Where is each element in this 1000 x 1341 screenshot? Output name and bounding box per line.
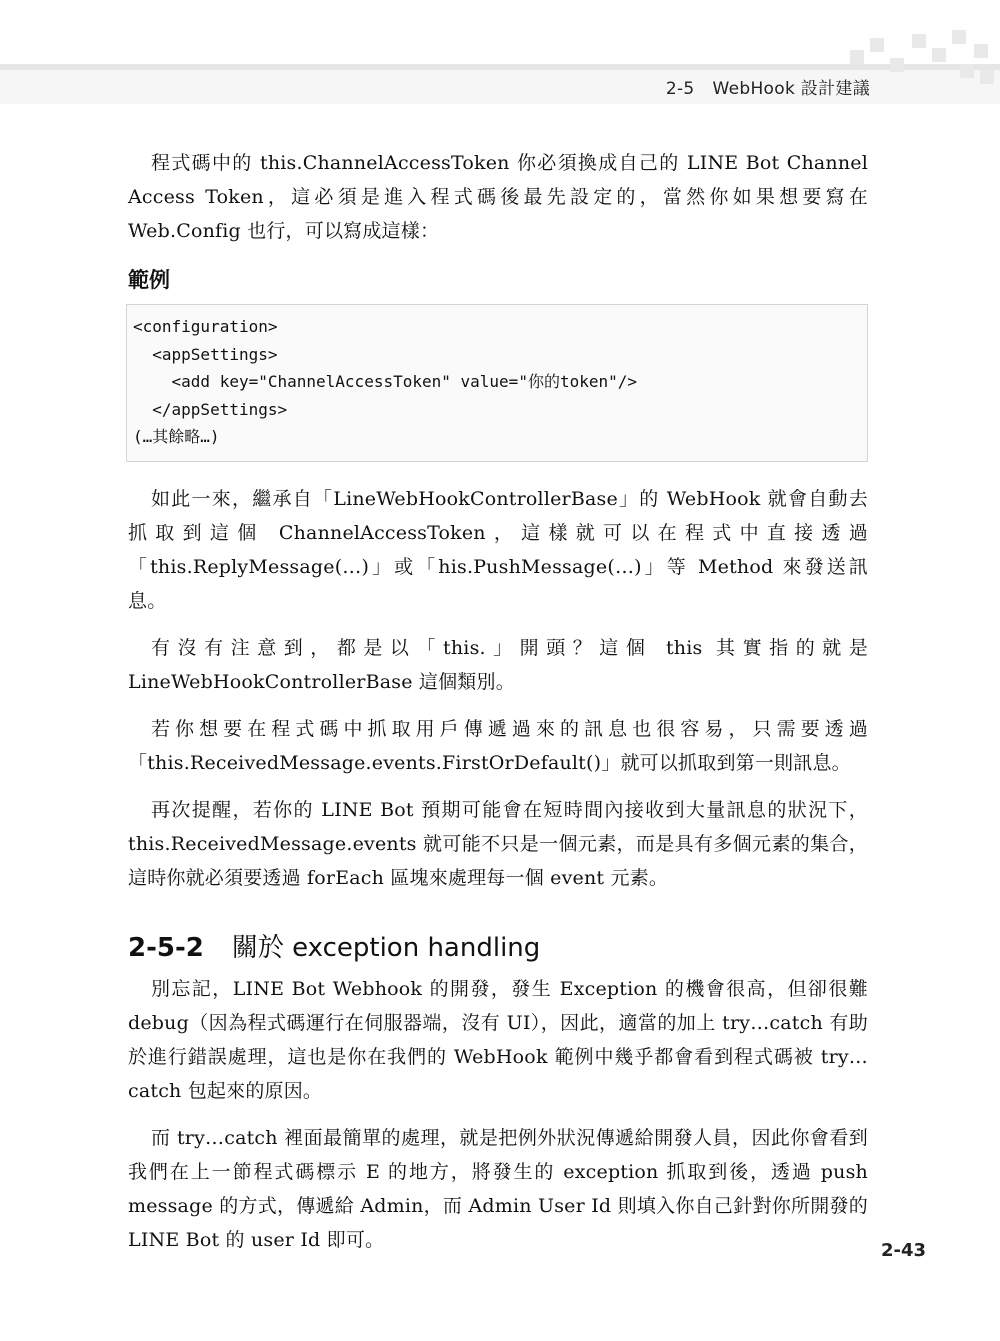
section-title: 關於 exception handling [231,932,541,963]
code-block [126,304,868,462]
running-head-section: 2-5 [665,79,695,99]
page-number: 2-43 [880,1240,926,1261]
code-line: <add key="ChannelAccessToken" value="你的token"/> [133,372,638,391]
paragraph-received-message: 若你想要在程式碼中抓取用戶傳遞過來的訊息也很容易，只需要透過「this.ReceivedMessage.events.FirstOrDefault()」就可以抓取到第一則訊息。 [128,717,868,774]
page-content [128,146,868,1270]
section-heading [128,927,868,964]
code-line: <appSettings> [133,344,278,364]
example-label: 範例 [128,268,170,292]
paragraph-this: 有沒有注意到，都是以「this.」開頭？這個 this 其實指的就是 LineWebHookControllerBase 這個類別。 [128,636,868,693]
paragraph-try-catch: 而 try…catch 裡面最簡單的處理，就是把例外狀況傳遞給開發人員，因此你會看到我們在上一節程式碼標示 E 的地方，將發生的 exception 抓取到後，透過 push message 的方式，傳遞給 Admin，而 Admin User Id 則填入你自己針對你所開發的 LINE Bot 的 user Id 即可。 [128,1126,868,1251]
paragraph-exception: 別忘記，LINE Bot Webhook 的開發，發生 Exception 的機會很高，但卻很難 debug（因為程式碼運行在伺服器端，沒有 UI），因此，適當的加上 try…catch 有助於進行錯誤處理，這也是你在我們的 WebHook 範例中幾乎都會看到程式碼被 try…catch 包起來的原因。 [128,977,868,1102]
section-number: 2-5-2 [128,932,204,963]
paragraph-reminder: 再次提醒，若你的 LINE Bot 預期可能會在短時間內接收到大量訊息的狀況下，this.ReceivedMessage.events 就可能不只是一個元素，而是具有多個元素的集合，這時你就必須要透過 forEach 區塊來處理每一個 event 元素。 [128,798,868,889]
code-line: </appSettings> [133,399,288,419]
paragraph-inherit: 如此一來，繼承自「LineWebHookControllerBase」的 WebHook 就會自動去抓取到這個 ChannelAccessToken，這樣就可以在程式中直接透過「this.ReplyMessage(…)」或「his.PushMessage(…)」等 Method 來發送訊息。 [128,487,868,612]
code-line: <configuration> [133,317,278,336]
running-head-title: WebHook 設計建議 [712,79,870,99]
paragraph-intro: 程式碼中的 this.ChannelAccessToken 你必須換成自己的 LINE Bot Channel Access Token，這必須是進入程式碼後最先設定的，當然你如果想要寫在 Web.Config 也行，可以寫成這樣： [128,152,868,242]
running-head [666,74,870,99]
code-line: (…其餘略…) [133,427,220,446]
